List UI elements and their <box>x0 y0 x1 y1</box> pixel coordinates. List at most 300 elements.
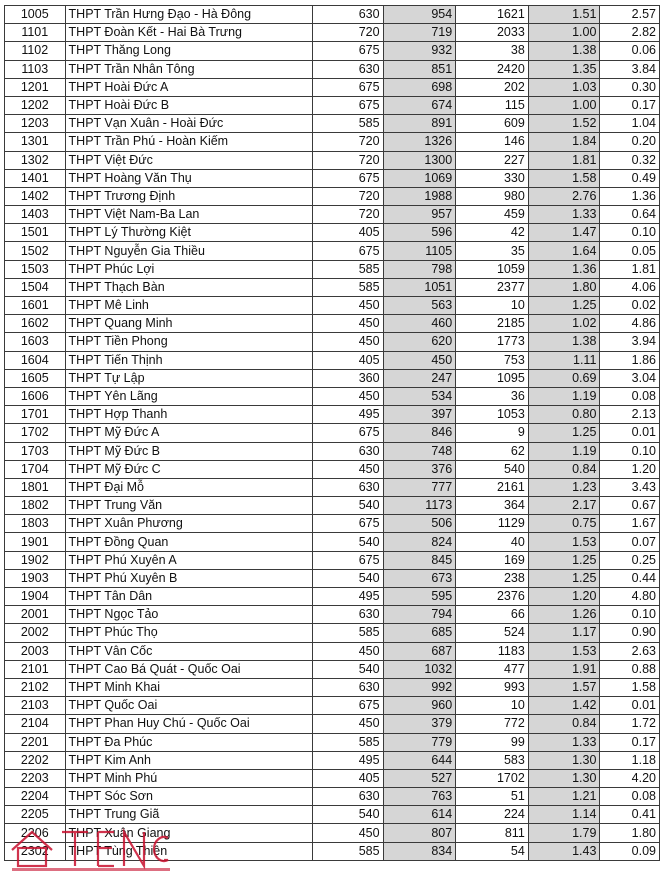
ratio-nv1-cell: 1.91 <box>528 660 600 678</box>
ratio-nv1-cell: 1.53 <box>528 642 600 660</box>
school-name-cell: THPT Xuân Giang <box>65 824 312 842</box>
school-name-cell: THPT Tự Lập <box>65 369 312 387</box>
admission-table-sheet <box>4 5 660 861</box>
quota-cell: 675 <box>312 242 383 260</box>
quota-cell: 450 <box>312 460 383 478</box>
table-row <box>5 169 660 187</box>
school-name-cell: THPT Hợp Thanh <box>65 406 312 424</box>
table-row <box>5 115 660 133</box>
ratio-nv2-cell: 1.18 <box>600 751 660 769</box>
school-code-cell: 1903 <box>5 569 66 587</box>
registered-nv2-cell: 2185 <box>456 315 529 333</box>
quota-cell: 630 <box>312 60 383 78</box>
school-code-cell: 1801 <box>5 478 66 496</box>
registered-nv2-cell: 772 <box>456 715 529 733</box>
ratio-nv2-cell: 2.82 <box>600 24 660 42</box>
table-row <box>5 569 660 587</box>
registered-nv2-cell: 9 <box>456 424 529 442</box>
school-name-cell: THPT Sóc Sơn <box>65 788 312 806</box>
school-code-cell: 2204 <box>5 788 66 806</box>
registered-nv1-cell: 763 <box>383 788 456 806</box>
quota-cell: 360 <box>312 369 383 387</box>
school-name-cell: THPT Trung Giã <box>65 806 312 824</box>
school-code-cell: 2202 <box>5 751 66 769</box>
ratio-nv2-cell: 0.02 <box>600 297 660 315</box>
ratio-nv1-cell: 1.02 <box>528 315 600 333</box>
ratio-nv1-cell: 1.00 <box>528 24 600 42</box>
quota-cell: 585 <box>312 733 383 751</box>
quota-cell: 540 <box>312 497 383 515</box>
ratio-nv2-cell: 0.10 <box>600 224 660 242</box>
ratio-nv1-cell: 1.79 <box>528 824 600 842</box>
ratio-nv1-cell: 1.64 <box>528 242 600 260</box>
ratio-nv2-cell: 2.13 <box>600 406 660 424</box>
quota-cell: 495 <box>312 588 383 606</box>
table-row <box>5 297 660 315</box>
registered-nv2-cell: 364 <box>456 497 529 515</box>
table-row <box>5 642 660 660</box>
quota-cell: 630 <box>312 606 383 624</box>
school-code-cell: 2203 <box>5 769 66 787</box>
quota-cell: 405 <box>312 224 383 242</box>
ratio-nv1-cell: 1.51 <box>528 6 600 24</box>
registered-nv2-cell: 459 <box>456 206 529 224</box>
school-name-cell: THPT Việt Đức <box>65 151 312 169</box>
quota-cell: 675 <box>312 169 383 187</box>
table-row <box>5 351 660 369</box>
quota-cell: 720 <box>312 151 383 169</box>
table-row <box>5 315 660 333</box>
quota-cell: 540 <box>312 569 383 587</box>
registered-nv2-cell: 227 <box>456 151 529 169</box>
ratio-nv1-cell: 1.21 <box>528 788 600 806</box>
table-row <box>5 42 660 60</box>
quota-cell: 450 <box>312 387 383 405</box>
registered-nv1-cell: 685 <box>383 624 456 642</box>
registered-nv2-cell: 2377 <box>456 278 529 296</box>
school-code-cell: 1601 <box>5 297 66 315</box>
ratio-nv2-cell: 4.86 <box>600 315 660 333</box>
ratio-nv1-cell: 1.25 <box>528 297 600 315</box>
registered-nv2-cell: 609 <box>456 115 529 133</box>
registered-nv2-cell: 524 <box>456 624 529 642</box>
school-code-cell: 1302 <box>5 151 66 169</box>
table-row <box>5 278 660 296</box>
school-code-cell: 1904 <box>5 588 66 606</box>
table-row <box>5 515 660 533</box>
school-name-cell: THPT Đoàn Kết - Hai Bà Trưng <box>65 24 312 42</box>
registered-nv2-cell: 224 <box>456 806 529 824</box>
school-name-cell: THPT Minh Phú <box>65 769 312 787</box>
watermark-logo <box>6 792 186 872</box>
ratio-nv1-cell: 1.17 <box>528 624 600 642</box>
school-code-cell: 1902 <box>5 551 66 569</box>
quota-cell: 585 <box>312 842 383 860</box>
quota-cell: 585 <box>312 624 383 642</box>
school-name-cell: THPT Hoài Đức B <box>65 96 312 114</box>
school-name-cell: THPT Phúc Lợi <box>65 260 312 278</box>
table-row <box>5 606 660 624</box>
quota-cell: 585 <box>312 115 383 133</box>
school-name-cell: THPT Tân Dân <box>65 588 312 606</box>
school-name-cell: THPT Phú Xuyên A <box>65 551 312 569</box>
ratio-nv1-cell: 1.38 <box>528 42 600 60</box>
ratio-nv2-cell: 0.64 <box>600 206 660 224</box>
ratio-nv1-cell: 1.80 <box>528 278 600 296</box>
registered-nv1-cell: 1032 <box>383 660 456 678</box>
registered-nv1-cell: 846 <box>383 424 456 442</box>
ratio-nv1-cell: 0.75 <box>528 515 600 533</box>
registered-nv2-cell: 1773 <box>456 333 529 351</box>
school-code-cell: 2002 <box>5 624 66 642</box>
school-name-cell: THPT Phúc Thọ <box>65 624 312 642</box>
registered-nv2-cell: 2420 <box>456 60 529 78</box>
school-name-cell: THPT Mỹ Đức B <box>65 442 312 460</box>
school-code-cell: 1403 <box>5 206 66 224</box>
table-row <box>5 733 660 751</box>
registered-nv2-cell: 2033 <box>456 24 529 42</box>
school-code-cell: 1402 <box>5 187 66 205</box>
ratio-nv2-cell: 4.20 <box>600 769 660 787</box>
quota-cell: 675 <box>312 96 383 114</box>
ratio-nv2-cell: 1.81 <box>600 260 660 278</box>
registered-nv1-cell: 779 <box>383 733 456 751</box>
ratio-nv1-cell: 1.58 <box>528 169 600 187</box>
school-code-cell: 1606 <box>5 387 66 405</box>
ratio-nv2-cell: 0.17 <box>600 96 660 114</box>
registered-nv2-cell: 66 <box>456 606 529 624</box>
ratio-nv2-cell: 1.36 <box>600 187 660 205</box>
ratio-nv1-cell: 2.17 <box>528 497 600 515</box>
school-name-cell: THPT Quang Minh <box>65 315 312 333</box>
school-code-cell: 2102 <box>5 678 66 696</box>
ratio-nv2-cell: 0.49 <box>600 169 660 187</box>
school-name-cell: THPT Trần Phú - Hoàn Kiếm <box>65 133 312 151</box>
registered-nv2-cell: 1129 <box>456 515 529 533</box>
table-row <box>5 133 660 151</box>
school-name-cell: THPT Mê Linh <box>65 297 312 315</box>
ratio-nv1-cell: 1.20 <box>528 588 600 606</box>
registered-nv1-cell: 794 <box>383 606 456 624</box>
school-code-cell: 2104 <box>5 715 66 733</box>
school-name-cell: THPT Hoàng Văn Thụ <box>65 169 312 187</box>
ratio-nv2-cell: 0.41 <box>600 806 660 824</box>
school-code-cell: 1502 <box>5 242 66 260</box>
registered-nv2-cell: 993 <box>456 678 529 696</box>
school-name-cell: THPT Tiến Thịnh <box>65 351 312 369</box>
quota-cell: 450 <box>312 642 383 660</box>
school-code-cell: 2001 <box>5 606 66 624</box>
table-row <box>5 187 660 205</box>
registered-nv1-cell: 534 <box>383 387 456 405</box>
registered-nv1-cell: 954 <box>383 6 456 24</box>
registered-nv1-cell: 719 <box>383 24 456 42</box>
registered-nv1-cell: 687 <box>383 642 456 660</box>
ratio-nv2-cell: 0.88 <box>600 660 660 678</box>
registered-nv1-cell: 527 <box>383 769 456 787</box>
registered-nv1-cell: 807 <box>383 824 456 842</box>
quota-cell: 630 <box>312 678 383 696</box>
table-row <box>5 678 660 696</box>
registered-nv1-cell: 845 <box>383 551 456 569</box>
admission-table <box>4 5 660 861</box>
registered-nv2-cell: 980 <box>456 187 529 205</box>
ratio-nv1-cell: 1.23 <box>528 478 600 496</box>
school-code-cell: 1102 <box>5 42 66 60</box>
ratio-nv2-cell: 2.57 <box>600 6 660 24</box>
quota-cell: 720 <box>312 133 383 151</box>
school-code-cell: 1701 <box>5 406 66 424</box>
ratio-nv1-cell: 1.53 <box>528 533 600 551</box>
quota-cell: 540 <box>312 660 383 678</box>
ratio-nv2-cell: 1.80 <box>600 824 660 842</box>
quota-cell: 450 <box>312 824 383 842</box>
ratio-nv2-cell: 3.84 <box>600 60 660 78</box>
quota-cell: 675 <box>312 424 383 442</box>
ratio-nv2-cell: 0.90 <box>600 624 660 642</box>
quota-cell: 450 <box>312 297 383 315</box>
table-row <box>5 624 660 642</box>
quota-cell: 630 <box>312 6 383 24</box>
school-name-cell: THPT Phú Xuyên B <box>65 569 312 587</box>
quota-cell: 540 <box>312 806 383 824</box>
school-name-cell: THPT Đa Phúc <box>65 733 312 751</box>
school-name-cell: THPT Tùng Thiện <box>65 842 312 860</box>
registered-nv2-cell: 811 <box>456 824 529 842</box>
school-code-cell: 1604 <box>5 351 66 369</box>
ratio-nv2-cell: 1.20 <box>600 460 660 478</box>
ratio-nv1-cell: 0.84 <box>528 460 600 478</box>
registered-nv1-cell: 450 <box>383 351 456 369</box>
ratio-nv1-cell: 1.81 <box>528 151 600 169</box>
registered-nv1-cell: 247 <box>383 369 456 387</box>
ratio-nv2-cell: 2.63 <box>600 642 660 660</box>
school-code-cell: 1201 <box>5 78 66 96</box>
table-row <box>5 60 660 78</box>
ratio-nv1-cell: 1.36 <box>528 260 600 278</box>
table-row <box>5 478 660 496</box>
ratio-nv1-cell: 1.33 <box>528 206 600 224</box>
ratio-nv2-cell: 3.04 <box>600 369 660 387</box>
ratio-nv2-cell: 1.58 <box>600 678 660 696</box>
registered-nv1-cell: 1988 <box>383 187 456 205</box>
ratio-nv2-cell: 0.06 <box>600 42 660 60</box>
ratio-nv2-cell: 0.30 <box>600 78 660 96</box>
registered-nv1-cell: 376 <box>383 460 456 478</box>
school-name-cell: THPT Lý Thường Kiệt <box>65 224 312 242</box>
ratio-nv1-cell: 0.69 <box>528 369 600 387</box>
ratio-nv2-cell: 0.09 <box>600 842 660 860</box>
table-row <box>5 424 660 442</box>
ratio-nv1-cell: 1.47 <box>528 224 600 242</box>
registered-nv1-cell: 620 <box>383 333 456 351</box>
ratio-nv1-cell: 1.25 <box>528 569 600 587</box>
quota-cell: 630 <box>312 788 383 806</box>
school-code-cell: 1202 <box>5 96 66 114</box>
table-row <box>5 260 660 278</box>
school-name-cell: THPT Trần Hưng Đạo - Hà Đông <box>65 6 312 24</box>
quota-cell: 720 <box>312 24 383 42</box>
registered-nv1-cell: 563 <box>383 297 456 315</box>
registered-nv2-cell: 1095 <box>456 369 529 387</box>
registered-nv1-cell: 992 <box>383 678 456 696</box>
school-code-cell: 1803 <box>5 515 66 533</box>
registered-nv2-cell: 146 <box>456 133 529 151</box>
school-name-cell: THPT Đại Mỗ <box>65 478 312 496</box>
ratio-nv2-cell: 0.10 <box>600 606 660 624</box>
table-row <box>5 242 660 260</box>
ratio-nv2-cell: 0.08 <box>600 788 660 806</box>
school-code-cell: 1704 <box>5 460 66 478</box>
quota-cell: 495 <box>312 751 383 769</box>
registered-nv1-cell: 957 <box>383 206 456 224</box>
school-name-cell: THPT Kim Anh <box>65 751 312 769</box>
registered-nv2-cell: 169 <box>456 551 529 569</box>
registered-nv1-cell: 698 <box>383 78 456 96</box>
ratio-nv1-cell: 1.00 <box>528 96 600 114</box>
registered-nv2-cell: 10 <box>456 297 529 315</box>
registered-nv2-cell: 35 <box>456 242 529 260</box>
registered-nv2-cell: 62 <box>456 442 529 460</box>
table-row <box>5 6 660 24</box>
ratio-nv2-cell: 4.06 <box>600 278 660 296</box>
quota-cell: 630 <box>312 478 383 496</box>
ratio-nv2-cell: 0.05 <box>600 242 660 260</box>
registered-nv1-cell: 851 <box>383 60 456 78</box>
registered-nv2-cell: 99 <box>456 733 529 751</box>
school-name-cell: THPT Yên Lãng <box>65 387 312 405</box>
school-name-cell: THPT Tiền Phong <box>65 333 312 351</box>
ratio-nv1-cell: 0.80 <box>528 406 600 424</box>
registered-nv2-cell: 477 <box>456 660 529 678</box>
registered-nv2-cell: 238 <box>456 569 529 587</box>
ratio-nv2-cell: 0.07 <box>600 533 660 551</box>
registered-nv1-cell: 644 <box>383 751 456 769</box>
registered-nv1-cell: 798 <box>383 260 456 278</box>
school-name-cell: THPT Cao Bá Quát - Quốc Oai <box>65 660 312 678</box>
ratio-nv2-cell: 0.25 <box>600 551 660 569</box>
registered-nv2-cell: 583 <box>456 751 529 769</box>
registered-nv2-cell: 1183 <box>456 642 529 660</box>
table-row <box>5 751 660 769</box>
school-name-cell: THPT Hoài Đức A <box>65 78 312 96</box>
ratio-nv2-cell: 0.08 <box>600 387 660 405</box>
ratio-nv1-cell: 1.19 <box>528 442 600 460</box>
school-name-cell: THPT Vân Cốc <box>65 642 312 660</box>
registered-nv2-cell: 753 <box>456 351 529 369</box>
registered-nv1-cell: 673 <box>383 569 456 587</box>
ratio-nv2-cell: 0.32 <box>600 151 660 169</box>
registered-nv1-cell: 397 <box>383 406 456 424</box>
quota-cell: 675 <box>312 78 383 96</box>
school-code-cell: 1005 <box>5 6 66 24</box>
table-row <box>5 224 660 242</box>
registered-nv1-cell: 595 <box>383 588 456 606</box>
ratio-nv1-cell: 1.25 <box>528 551 600 569</box>
school-name-cell: THPT Nguyễn Gia Thiều <box>65 242 312 260</box>
school-code-cell: 2003 <box>5 642 66 660</box>
ratio-nv2-cell: 1.86 <box>600 351 660 369</box>
school-code-cell: 2302 <box>5 842 66 860</box>
registered-nv1-cell: 960 <box>383 697 456 715</box>
registered-nv1-cell: 1069 <box>383 169 456 187</box>
quota-cell: 675 <box>312 42 383 60</box>
school-name-cell: THPT Trần Nhân Tông <box>65 60 312 78</box>
registered-nv2-cell: 115 <box>456 96 529 114</box>
registered-nv2-cell: 1621 <box>456 6 529 24</box>
registered-nv2-cell: 2376 <box>456 588 529 606</box>
registered-nv2-cell: 330 <box>456 169 529 187</box>
school-name-cell: THPT Ngọc Tảo <box>65 606 312 624</box>
registered-nv2-cell: 2161 <box>456 478 529 496</box>
ratio-nv2-cell: 3.43 <box>600 478 660 496</box>
registered-nv1-cell: 777 <box>383 478 456 496</box>
quota-cell: 405 <box>312 351 383 369</box>
school-name-cell: THPT Đồng Quan <box>65 533 312 551</box>
school-code-cell: 1901 <box>5 533 66 551</box>
ratio-nv2-cell: 0.44 <box>600 569 660 587</box>
ratio-nv2-cell: 3.94 <box>600 333 660 351</box>
quota-cell: 675 <box>312 697 383 715</box>
table-row <box>5 497 660 515</box>
school-code-cell: 2103 <box>5 697 66 715</box>
table-row <box>5 588 660 606</box>
ratio-nv2-cell: 1.04 <box>600 115 660 133</box>
school-name-cell: THPT Trương Định <box>65 187 312 205</box>
ratio-nv2-cell: 1.72 <box>600 715 660 733</box>
school-name-cell: THPT Xuân Phương <box>65 515 312 533</box>
school-code-cell: 1103 <box>5 60 66 78</box>
school-name-cell: THPT Phan Huy Chú - Quốc Oai <box>65 715 312 733</box>
registered-nv1-cell: 1173 <box>383 497 456 515</box>
registered-nv1-cell: 379 <box>383 715 456 733</box>
ratio-nv1-cell: 1.25 <box>528 424 600 442</box>
quota-cell: 495 <box>312 406 383 424</box>
quota-cell: 585 <box>312 278 383 296</box>
table-row <box>5 715 660 733</box>
ratio-nv2-cell: 0.10 <box>600 442 660 460</box>
school-code-cell: 2201 <box>5 733 66 751</box>
table-row <box>5 551 660 569</box>
school-name-cell: THPT Mỹ Đức A <box>65 424 312 442</box>
ratio-nv1-cell: 1.03 <box>528 78 600 96</box>
school-code-cell: 2101 <box>5 660 66 678</box>
registered-nv1-cell: 614 <box>383 806 456 824</box>
school-name-cell: THPT Việt Nam-Ba Lan <box>65 206 312 224</box>
school-name-cell: THPT Quốc Oai <box>65 697 312 715</box>
ratio-nv1-cell: 1.26 <box>528 606 600 624</box>
school-code-cell: 1702 <box>5 424 66 442</box>
quota-cell: 675 <box>312 551 383 569</box>
quota-cell: 675 <box>312 515 383 533</box>
table-row <box>5 96 660 114</box>
ratio-nv1-cell: 1.35 <box>528 60 600 78</box>
registered-nv1-cell: 1300 <box>383 151 456 169</box>
quota-cell: 450 <box>312 715 383 733</box>
ratio-nv1-cell: 1.52 <box>528 115 600 133</box>
quota-cell: 540 <box>312 533 383 551</box>
school-name-cell: THPT Trung Văn <box>65 497 312 515</box>
registered-nv1-cell: 748 <box>383 442 456 460</box>
table-row <box>5 78 660 96</box>
school-code-cell: 1301 <box>5 133 66 151</box>
registered-nv2-cell: 540 <box>456 460 529 478</box>
quota-cell: 630 <box>312 442 383 460</box>
ratio-nv1-cell: 0.84 <box>528 715 600 733</box>
ratio-nv2-cell: 4.80 <box>600 588 660 606</box>
table-row <box>5 769 660 787</box>
table-row <box>5 369 660 387</box>
